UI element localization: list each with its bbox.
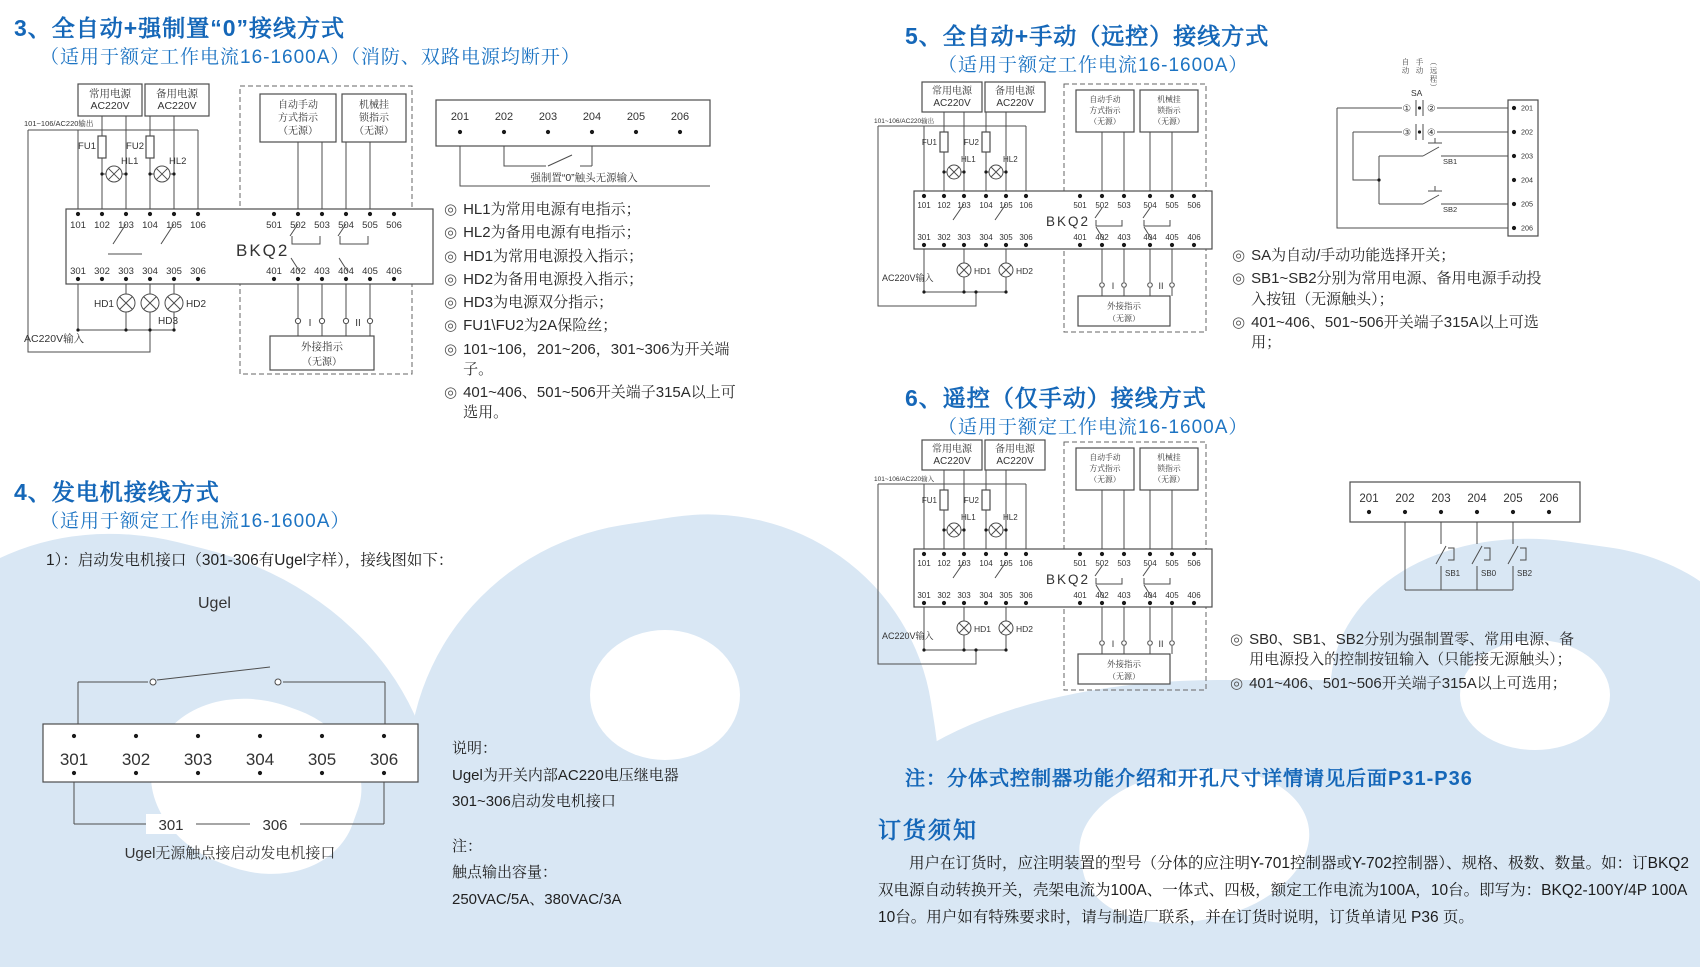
lamp-hl1-icon bbox=[947, 523, 961, 537]
svg-text:106: 106 bbox=[1019, 559, 1033, 568]
svg-text:301: 301 bbox=[70, 266, 86, 277]
svg-text:404: 404 bbox=[1143, 591, 1157, 600]
svg-text:303: 303 bbox=[118, 266, 134, 277]
svg-text:505: 505 bbox=[1165, 201, 1179, 210]
sb0-button bbox=[1472, 546, 1497, 578]
fuse-fu2-label: FU2 bbox=[126, 141, 144, 152]
svg-text:AC220V: AC220V bbox=[157, 100, 197, 112]
svg-text:（无源）: （无源） bbox=[1153, 475, 1185, 484]
indicator-boxes bbox=[1076, 448, 1198, 549]
bullet-icon: ◎ bbox=[444, 340, 458, 358]
sb1-label: SB1 bbox=[1445, 569, 1461, 578]
sb2-label: SB2 bbox=[1517, 569, 1533, 578]
svg-text:501: 501 bbox=[266, 220, 282, 231]
bullet-icon: ◎ bbox=[444, 201, 458, 218]
svg-text:（无源）: （无源） bbox=[354, 126, 394, 137]
lamp-hl1-label: HL1 bbox=[121, 156, 139, 167]
svg-text:504: 504 bbox=[1143, 201, 1157, 210]
hd-lamps bbox=[924, 249, 1033, 292]
fuse-fu2-symbol bbox=[982, 132, 990, 152]
svg-text:102: 102 bbox=[937, 559, 951, 568]
fuse-fu1-label: FU1 bbox=[921, 496, 937, 505]
list-item: ◎ HD1为常用电源投入指示； bbox=[444, 247, 744, 267]
svg-text:401: 401 bbox=[266, 266, 282, 277]
svg-text:402: 402 bbox=[290, 266, 306, 277]
svg-text:自动手动: 自动手动 bbox=[278, 100, 318, 111]
lamp-hd2-label: HD2 bbox=[186, 299, 207, 310]
lamp-hd2-label: HD2 bbox=[1016, 266, 1034, 276]
svg-text:外接指示: 外接指示 bbox=[1106, 659, 1142, 669]
hd-lamps bbox=[78, 284, 206, 330]
svg-text:方式指示: 方式指示 bbox=[1089, 464, 1121, 473]
svg-text:406: 406 bbox=[1187, 233, 1201, 242]
lamp-hl1-icon bbox=[106, 166, 122, 182]
svg-text:302: 302 bbox=[121, 750, 151, 769]
lamp-hd1-icon bbox=[117, 294, 135, 312]
svg-text:201: 201 bbox=[1521, 103, 1533, 113]
section-6-subtitle: （适用于额定工作电流16-1600A） bbox=[938, 417, 1249, 438]
lamp-hd2-label: HD2 bbox=[1016, 624, 1034, 634]
svg-text:306: 306 bbox=[369, 750, 399, 769]
svg-text:机械挂: 机械挂 bbox=[359, 100, 389, 111]
svg-text:301: 301 bbox=[59, 750, 89, 769]
section-3-heading: 3、全自动+强制置“0”接线方式 bbox=[14, 15, 346, 41]
svg-text:锁指示: 锁指示 bbox=[359, 113, 389, 124]
contact-4: ④ bbox=[1427, 127, 1436, 139]
svg-text:105: 105 bbox=[999, 559, 1013, 568]
bullet-icon: ◎ bbox=[444, 294, 458, 311]
svg-text:（无源）: （无源） bbox=[278, 126, 318, 137]
svg-text:503: 503 bbox=[314, 220, 330, 231]
svg-text:常用电源: 常用电源 bbox=[932, 86, 972, 97]
svg-text:104: 104 bbox=[979, 559, 993, 568]
diagram-auto-force-zero bbox=[8, 78, 444, 380]
fuse-fu1-label: FU1 bbox=[78, 141, 96, 152]
output-bus-label: 101~106/AC220输出 bbox=[874, 118, 935, 125]
external-indicator bbox=[1078, 607, 1174, 684]
svg-text:101: 101 bbox=[70, 220, 86, 231]
remote-terminal-strip bbox=[1508, 100, 1538, 236]
model-label: BKQ2 bbox=[1046, 572, 1091, 587]
svg-text:304: 304 bbox=[979, 591, 993, 600]
svg-text:403: 403 bbox=[1117, 233, 1131, 242]
svg-text:方式指示: 方式指示 bbox=[278, 113, 318, 124]
section-4-intro: 1）：启动发电机接口（301-306有Ugel字样），接线图如下： bbox=[46, 552, 454, 569]
svg-text:106: 106 bbox=[1019, 201, 1033, 210]
svg-text:506: 506 bbox=[386, 220, 402, 231]
lamp-hd1-icon bbox=[957, 263, 971, 277]
model-label: BKQ2 bbox=[1046, 214, 1091, 229]
svg-text:205: 205 bbox=[626, 111, 646, 123]
indicator-boxes bbox=[260, 94, 406, 209]
fuse-fu2-symbol bbox=[146, 136, 154, 158]
svg-text:306: 306 bbox=[190, 266, 206, 277]
svg-text:202: 202 bbox=[1395, 493, 1415, 505]
list-item: ◎ HL2为备用电源有电指示； bbox=[444, 223, 744, 243]
svg-text:常用电源: 常用电源 bbox=[932, 444, 972, 455]
svg-text:501: 501 bbox=[1073, 201, 1087, 210]
svg-text:306: 306 bbox=[1019, 233, 1033, 242]
svg-text:406: 406 bbox=[1187, 591, 1201, 600]
note-title: 注： bbox=[452, 837, 483, 855]
diagram-force-zero-strip bbox=[434, 94, 716, 194]
lamp-hl2-label: HL2 bbox=[1003, 155, 1018, 164]
svg-text:306: 306 bbox=[1019, 591, 1033, 600]
svg-text:204: 204 bbox=[582, 111, 602, 123]
svg-text:405: 405 bbox=[1165, 591, 1179, 600]
lamp-hd2-icon bbox=[999, 263, 1013, 277]
sb2-label: SB2 bbox=[1443, 205, 1458, 214]
svg-text:（无源）: （无源） bbox=[1108, 672, 1140, 681]
lamp-hd2-icon bbox=[999, 621, 1013, 635]
controller-note: 注：分体式控制器功能介绍和开孔尺寸详情请见后面P31-P36 bbox=[905, 768, 1473, 790]
svg-text:501: 501 bbox=[1073, 559, 1087, 568]
fuse-fu1-symbol bbox=[940, 132, 948, 152]
svg-text:506: 506 bbox=[1187, 201, 1201, 210]
hd-lamps bbox=[924, 607, 1033, 650]
svg-text:401: 401 bbox=[1073, 591, 1087, 600]
svg-text:405: 405 bbox=[362, 266, 378, 277]
svg-text:AC220V: AC220V bbox=[90, 100, 130, 112]
contact-2: ② bbox=[1427, 103, 1436, 115]
svg-text:404: 404 bbox=[338, 266, 354, 277]
svg-text:303: 303 bbox=[957, 233, 971, 242]
ac-input-label: AC220V输入 bbox=[24, 333, 85, 345]
svg-text:302: 302 bbox=[94, 266, 110, 277]
sb1-label: SB1 bbox=[1443, 157, 1458, 166]
backup-source-label: 备用电源 bbox=[156, 88, 198, 100]
sb1-button bbox=[1379, 138, 1508, 166]
sb1-button bbox=[1436, 546, 1461, 578]
svg-text:303: 303 bbox=[957, 591, 971, 600]
svg-text:301: 301 bbox=[917, 591, 931, 600]
bullet-icon: ◎ bbox=[1230, 674, 1244, 692]
svg-text:AC220V: AC220V bbox=[933, 98, 971, 109]
lamp-hd1-label: HD1 bbox=[93, 299, 114, 310]
svg-text:（无源）: （无源） bbox=[1089, 117, 1121, 126]
diagram-remote-buttons bbox=[1295, 450, 1595, 620]
lamp-hd3-icon bbox=[141, 294, 159, 312]
sa-switch-label: SA bbox=[1411, 88, 1423, 98]
list-item: ◎ 401~406、501~506开关端子315A以上可选用。 bbox=[444, 383, 744, 424]
svg-text:404: 404 bbox=[1143, 233, 1157, 242]
svg-text:（无源）: （无源） bbox=[1089, 475, 1121, 484]
section-4-heading: 4、发电机接线方式 bbox=[14, 479, 220, 505]
mode-remote-label: （远程） bbox=[1429, 58, 1438, 92]
lamp-hd1-icon bbox=[957, 621, 971, 635]
svg-text:外接指示: 外接指示 bbox=[1106, 301, 1142, 311]
lamp-hl2-icon bbox=[154, 166, 170, 182]
svg-text:101: 101 bbox=[917, 559, 931, 568]
fuse-fu1-label: FU1 bbox=[921, 138, 937, 147]
mark-i: I bbox=[1111, 281, 1115, 291]
desc-line: Ugel为开关内部AC220电压继电器 bbox=[452, 766, 679, 784]
contact-3: ③ bbox=[1402, 127, 1411, 139]
svg-text:503: 503 bbox=[1117, 201, 1131, 210]
note-line: 250VAC/5A、380VAC/3A bbox=[452, 890, 622, 908]
section-3-subtitle: （适用于额定工作电流16-1600A）（消防、双路电源均断开） bbox=[40, 47, 581, 68]
list-item: ◎ HD3为电源双分指示； bbox=[444, 293, 744, 313]
indicator-boxes bbox=[1076, 90, 1198, 191]
external-indicator bbox=[270, 284, 374, 370]
mark-i: I bbox=[1111, 639, 1115, 649]
mark-ii: II bbox=[1158, 281, 1164, 291]
svg-text:自动手动: 自动手动 bbox=[1089, 95, 1121, 104]
section-6-notes bbox=[1230, 630, 1575, 697]
output-bus-label: 101~106/AC220输出 bbox=[24, 119, 94, 128]
bullet-icon: ◎ bbox=[444, 317, 458, 335]
svg-text:302: 302 bbox=[937, 233, 951, 242]
button-wiring bbox=[1405, 522, 1513, 590]
svg-text:304: 304 bbox=[245, 750, 275, 769]
svg-text:202: 202 bbox=[494, 111, 514, 123]
svg-text:（无源）: （无源） bbox=[1153, 117, 1185, 126]
svg-text:103: 103 bbox=[957, 201, 971, 210]
lamp-hd2-icon bbox=[165, 294, 183, 312]
bullet-icon: ◎ bbox=[444, 384, 458, 401]
desc-title: 说明： bbox=[452, 740, 498, 757]
svg-text:锁指示: 锁指示 bbox=[1157, 464, 1181, 473]
ordering-body: 用户在订货时，应注明装置的型号（分体的应注明Y-701控制器或Y-702控制器）、规格、极数、数量。如：订BKQ2双电源自动转换开关，壳架电流为100A、一体式、四极，额定工作电流为100A，10台。即写为：BKQ2-100Y/4P 100A 10台。用户如有特殊要求时，请与制造厂联系，并在订货时说明，订货单请见 P36 页。 bbox=[878, 855, 1689, 927]
sb0-label: SB0 bbox=[1481, 569, 1497, 578]
lead-wires bbox=[74, 782, 384, 824]
svg-text:203: 203 bbox=[538, 111, 558, 123]
note-line: 触点输出容量： bbox=[452, 864, 558, 881]
svg-text:106: 106 bbox=[190, 220, 206, 231]
lead-306-label: 306 bbox=[262, 817, 288, 834]
svg-text:AC220V: AC220V bbox=[996, 456, 1034, 467]
svg-text:402: 402 bbox=[1095, 233, 1109, 242]
diagram-generator-ugel bbox=[30, 584, 454, 876]
external-indicator bbox=[1078, 249, 1174, 326]
svg-text:206: 206 bbox=[670, 111, 690, 123]
bullet-icon: ◎ bbox=[1230, 631, 1244, 648]
svg-text:（无源）: （无源） bbox=[1108, 314, 1140, 323]
svg-text:505: 505 bbox=[1165, 559, 1179, 568]
svg-text:机械挂: 机械挂 bbox=[1157, 453, 1181, 462]
svg-text:305: 305 bbox=[166, 266, 182, 277]
sb2-button bbox=[1508, 546, 1533, 578]
svg-text:备用电源: 备用电源 bbox=[995, 86, 1035, 97]
lamp-hl1-label: HL1 bbox=[961, 155, 976, 164]
list-item: ◎ SB0、SB1、SB2分别为强制置零、常用电源、备用电源投入的控制按钮输入（只能接无源触头）； bbox=[1230, 630, 1575, 671]
svg-text:AC220V: AC220V bbox=[996, 98, 1034, 109]
svg-text:自动手动: 自动手动 bbox=[1089, 453, 1121, 462]
list-item: ◎ SB1~SB2分别为常用电源、备用电源手动投入按钮（无源触头）； bbox=[1232, 269, 1552, 310]
lamp-hl2-icon bbox=[989, 165, 1003, 179]
svg-text:方式指示: 方式指示 bbox=[1089, 106, 1121, 115]
diagram-auto-manual bbox=[866, 78, 1216, 338]
lamp-hl1-label: HL1 bbox=[961, 513, 976, 522]
lamp-hl2-icon bbox=[989, 523, 1003, 537]
list-item: ◎ HD2为备用电源投入指示； bbox=[444, 270, 744, 290]
sa-contacts bbox=[1337, 100, 1508, 140]
list-item: ◎ 101~106，201~206，301~306为开关端子。 bbox=[444, 340, 744, 381]
svg-text:405: 405 bbox=[1165, 233, 1179, 242]
fuse-fu1-symbol bbox=[940, 490, 948, 510]
svg-text:外接指示: 外接指示 bbox=[301, 341, 343, 353]
diagram-sa-remote bbox=[1283, 56, 1543, 252]
svg-text:备用电源: 备用电源 bbox=[995, 444, 1035, 455]
ordering-heading: 订货须知 bbox=[878, 817, 978, 843]
desc-line: 301~306启动发电机接口 bbox=[452, 793, 616, 810]
bullet-icon: ◎ bbox=[444, 270, 458, 288]
section-3-notes bbox=[444, 200, 744, 427]
list-item: ◎ 401~406、501~506开关端子315A以上可选用； bbox=[1230, 674, 1575, 694]
list-item: ◎ FU1\FU2为2A保险丝； bbox=[444, 316, 744, 336]
list-item: ◎ 401~406、501~506开关端子315A以上可选用； bbox=[1232, 313, 1552, 354]
svg-text:406: 406 bbox=[386, 266, 402, 277]
list-item: ◎ HL1为常用电源有电指示； bbox=[444, 200, 744, 220]
terminal-strip bbox=[436, 100, 710, 146]
lead-301-label: 301 bbox=[158, 817, 184, 834]
svg-text:机械挂: 机械挂 bbox=[1157, 95, 1181, 104]
svg-text:206: 206 bbox=[1539, 493, 1559, 505]
bullet-icon: ◎ bbox=[1232, 313, 1246, 331]
svg-text:502: 502 bbox=[1095, 201, 1109, 210]
svg-text:104: 104 bbox=[979, 201, 993, 210]
svg-text:202: 202 bbox=[1521, 127, 1533, 137]
svg-text:502: 502 bbox=[1095, 559, 1109, 568]
bullet-icon: ◎ bbox=[444, 247, 458, 265]
svg-text:102: 102 bbox=[937, 201, 951, 210]
svg-text:204: 204 bbox=[1467, 493, 1487, 505]
section-6-heading: 6、遥控（仅手动）接线方式 bbox=[905, 385, 1207, 411]
svg-text:403: 403 bbox=[1117, 591, 1131, 600]
ac-input-label: AC220V输入 bbox=[882, 631, 934, 641]
bullet-icon: ◎ bbox=[1232, 270, 1246, 288]
section-5-heading: 5、全自动+手动（远控）接线方式 bbox=[905, 23, 1270, 49]
svg-text:203: 203 bbox=[1521, 151, 1533, 161]
svg-text:锁指示: 锁指示 bbox=[1157, 106, 1181, 115]
lamp-hl2-label: HL2 bbox=[169, 156, 187, 167]
svg-text:304: 304 bbox=[979, 233, 993, 242]
svg-text:505: 505 bbox=[362, 220, 378, 231]
fuse-fu2-label: FU2 bbox=[963, 138, 979, 147]
svg-text:（无源）: （无源） bbox=[302, 357, 342, 368]
bullet-icon: ◎ bbox=[1232, 247, 1246, 264]
svg-text:103: 103 bbox=[957, 559, 971, 568]
svg-text:305: 305 bbox=[999, 591, 1013, 600]
svg-text:401: 401 bbox=[1073, 233, 1087, 242]
svg-text:303: 303 bbox=[183, 750, 213, 769]
mode-manual-label: 手动 bbox=[1415, 58, 1424, 75]
svg-text:305: 305 bbox=[999, 233, 1013, 242]
generator-terminal-strip bbox=[43, 724, 418, 782]
svg-text:503: 503 bbox=[1117, 559, 1131, 568]
svg-text:301: 301 bbox=[917, 233, 931, 242]
section-5-subtitle: （适用于额定工作电流16-1600A） bbox=[938, 55, 1249, 76]
svg-text:506: 506 bbox=[1187, 559, 1201, 568]
svg-text:102: 102 bbox=[94, 220, 110, 231]
svg-text:304: 304 bbox=[142, 266, 158, 277]
svg-text:201: 201 bbox=[1359, 493, 1379, 505]
svg-text:203: 203 bbox=[1431, 493, 1451, 505]
lamp-hl2-label: HL2 bbox=[1003, 513, 1018, 522]
svg-text:403: 403 bbox=[314, 266, 330, 277]
ugel-contact bbox=[78, 667, 385, 724]
mode-auto-label: 自动 bbox=[1401, 58, 1410, 75]
mark-i: I bbox=[308, 318, 312, 329]
svg-text:504: 504 bbox=[338, 220, 354, 231]
force-zero-note: 强制置“0”触头无源输入 bbox=[530, 172, 638, 184]
svg-text:105: 105 bbox=[166, 220, 182, 231]
contact-1: ① bbox=[1402, 103, 1411, 115]
svg-text:502: 502 bbox=[290, 220, 306, 231]
svg-text:101: 101 bbox=[917, 201, 931, 210]
svg-text:201: 201 bbox=[450, 111, 470, 123]
svg-text:504: 504 bbox=[1143, 559, 1157, 568]
svg-text:206: 206 bbox=[1521, 223, 1533, 233]
bullet-icon: ◎ bbox=[444, 224, 458, 242]
svg-text:103: 103 bbox=[118, 220, 134, 231]
model-label: BKQ2 bbox=[236, 241, 290, 260]
fuse-fu2-symbol bbox=[982, 490, 990, 510]
ugel-caption: Ugel无源触点接启动发电机接口 bbox=[124, 845, 336, 862]
svg-text:302: 302 bbox=[937, 591, 951, 600]
lamp-hd1-label: HD1 bbox=[974, 266, 992, 276]
svg-text:402: 402 bbox=[1095, 591, 1109, 600]
svg-text:AC220V: AC220V bbox=[933, 456, 971, 467]
diagram-remote-manual bbox=[866, 436, 1216, 696]
lamp-hd3-label: HD3 bbox=[158, 316, 179, 327]
input-bus-label: 101~106/AC220输入 bbox=[874, 476, 935, 483]
mark-ii: II bbox=[355, 318, 361, 329]
svg-text:104: 104 bbox=[142, 220, 158, 231]
ugel-relay-label: Ugel bbox=[198, 595, 231, 612]
ac-input-label: AC220V输入 bbox=[882, 273, 934, 283]
list-item: ◎ SA为自动/手动功能选择开关； bbox=[1232, 246, 1552, 266]
mark-ii: II bbox=[1158, 639, 1164, 649]
lamp-hd1-label: HD1 bbox=[974, 624, 992, 634]
fuse-fu1-symbol bbox=[98, 136, 106, 158]
svg-text:305: 305 bbox=[307, 750, 337, 769]
svg-text:204: 204 bbox=[1521, 175, 1533, 185]
svg-text:205: 205 bbox=[1521, 199, 1533, 209]
section-5-notes bbox=[1232, 246, 1552, 356]
lamp-hl1-icon bbox=[947, 165, 961, 179]
normal-source-label: 常用电源 bbox=[89, 88, 131, 100]
svg-text:105: 105 bbox=[999, 201, 1013, 210]
section-4-desc bbox=[452, 738, 732, 915]
svg-text:205: 205 bbox=[1503, 493, 1523, 505]
fuse-fu2-label: FU2 bbox=[963, 496, 979, 505]
section-4-subtitle: （适用于额定工作电流16-1600A） bbox=[40, 511, 351, 532]
sb2-button bbox=[1379, 186, 1508, 214]
